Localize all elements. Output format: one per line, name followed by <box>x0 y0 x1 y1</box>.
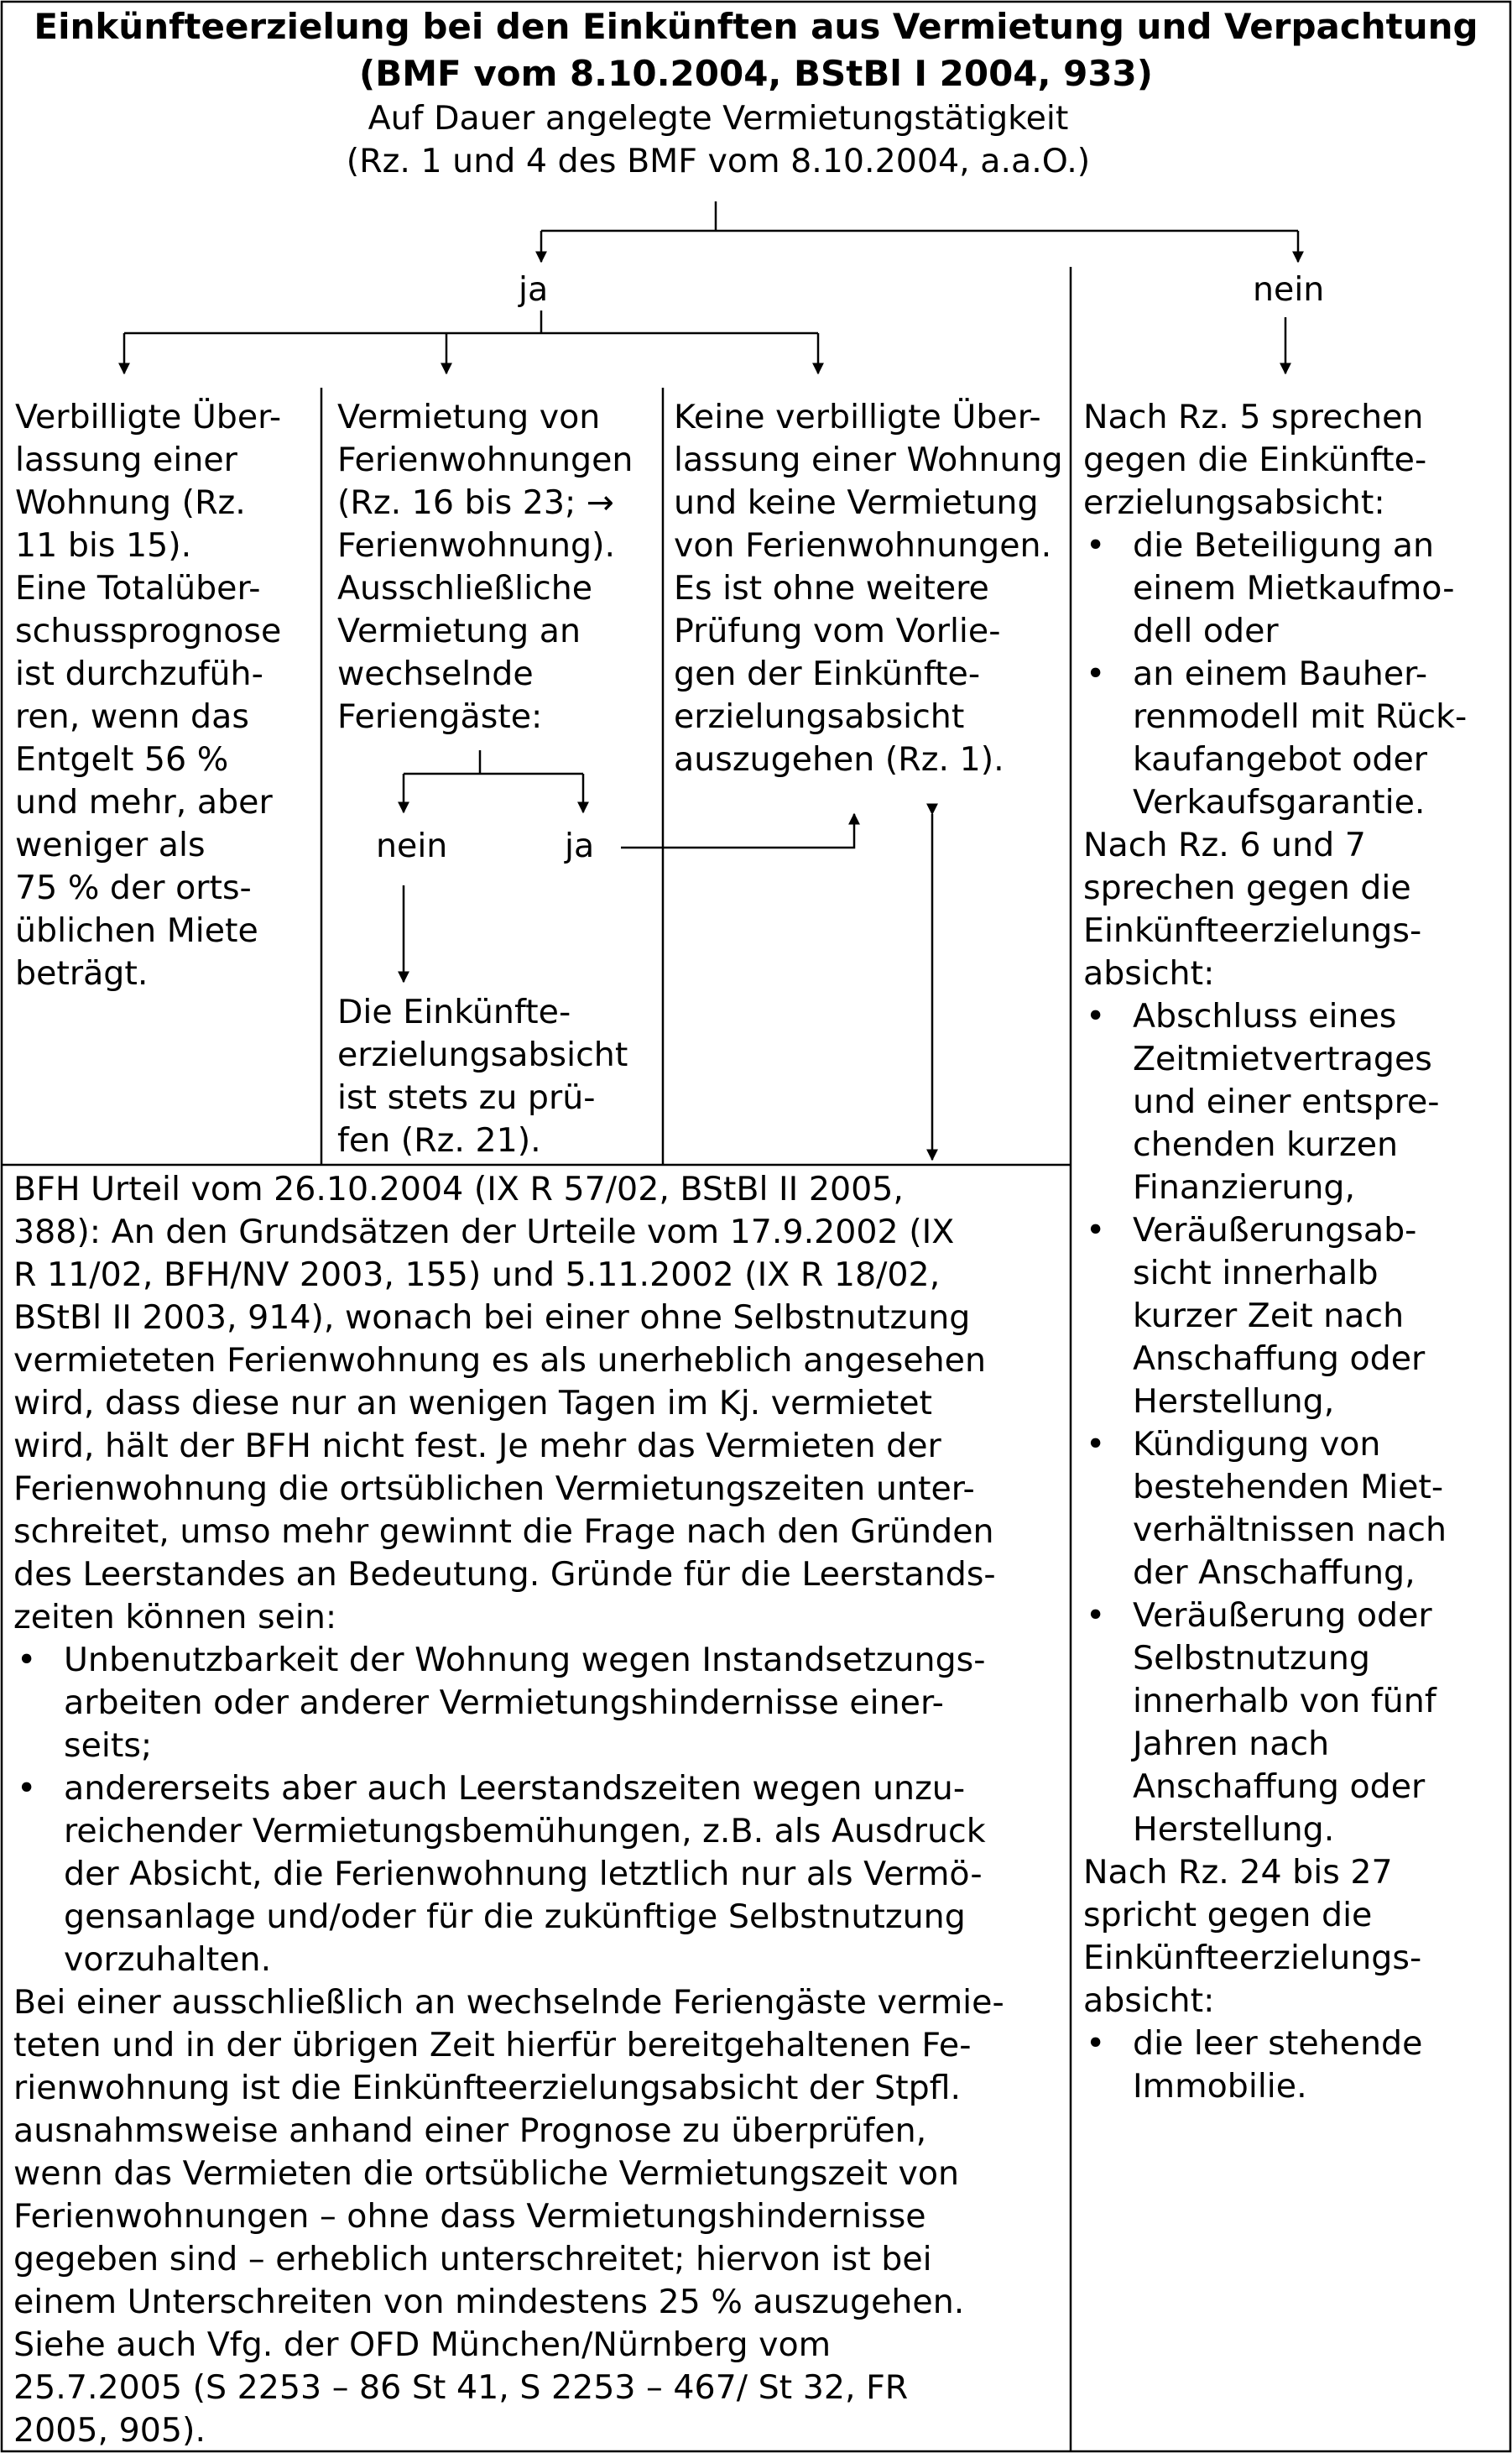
bfh-bullet2: andererseits aber auch Leerstandszeiten wegen unzu- reichender Vermietungsbemühungen, z.B. als Ausdruck der Absicht, die Ferienwohnung letztlich nur als Vermö- gensanlage und/oder für die zukünftige Selbstnutzung vorzuhalten. <box>64 1769 986 1979</box>
col4-b2-item3: Kündigung von bestehenden Miet- verhältnissen nach der Anschaffung, <box>1133 1425 1447 1592</box>
col3-text: Keine verbilligte Über- lassung einer Wohnung und keine Vermietung von Ferienwohnungen. Es ist ohne weitere Prüfung vom Vorlie- gen der Einkünfte- erzielungsabsicht auszugehen (Rz. 1). <box>674 398 1063 779</box>
branch-ja-label: ja <box>519 270 549 309</box>
bfh-bullet1: Unbenutzbarkeit der Wohnung wegen Instandsetzungs- arbeiten oder anderer Vermietungshindernisse einer- seits; <box>64 1641 986 1765</box>
col4-b3-item1: die leer stehende Immobilie. <box>1133 2024 1423 2106</box>
col4-b2-item4: Veräußerung oder Selbstnutzung innerhalb von fünf Jahren nach Anschaffung oder Herstellung. <box>1133 1596 1436 1849</box>
col2-result: Die Einkünfte- erzielungsabsicht ist stets zu prü- fen (Rz. 21). <box>337 993 628 1160</box>
sub-ja-label: ja <box>565 827 595 865</box>
bullet-marker: • <box>1086 526 1106 565</box>
title-line2: (BMF vom 8.10.2004, BStBl I 2004, 933) <box>359 53 1153 94</box>
col2-text: Vermietung von Ferienwohnungen (Rz. 16 bis 23; → Ferienwohnung). Ausschließliche Vermietung an wechselnde Feriengäste: <box>337 398 633 736</box>
bfh-para1: BFH Urteil vom 26.10.2004 (IX R 57/02, BStBl II 2005, 388): An den Grundsätzen der Urteile vom 17.9.2002 (IX R 11/02, BFH/NV 2003, 155) und 5.11.2002 (IX R 18/02, BStBl II 2003, 914), wonach bei einer ohne Selbstnutzung vermieteten Ferienwohnung es als unerheblich angesehen wird, dass diese nur an wenigen Tagen im Kj. vermietet wird, hält der BFH nicht fest. Je mehr das Vermieten der Ferienwohnung die ortsüblichen Vermietungszeiten unter- schreitet, umso mehr gewinnt die Frage nach den Gründen des Leerstandes an Bedeutung. Gründe für die Leerstands- zeiten können sein: <box>13 1170 996 1636</box>
col4-para1: Nach Rz. 5 sprechen gegen die Einkünfte- erzielungsabsicht: <box>1083 398 1427 522</box>
bullet-marker: • <box>1086 2024 1106 2063</box>
col4-b1-item2: an einem Bauher- renmodell mit Rück- kaufangebot oder Verkaufsgarantie. <box>1133 655 1468 822</box>
bullet-marker: • <box>1086 1596 1106 1635</box>
bullet-marker: • <box>17 1769 37 1808</box>
bullet-marker: • <box>17 1641 37 1679</box>
bfh-para2: Bei einer ausschließlich an wechselnde Feriengäste vermie- teten und in der übrigen Zeit hierfür bereitgehaltenen Fe- rienwohnung ist die Einkünfteerzielungsabsicht der Stpfl. ausnahmsweise anhand einer Prognose zu überprüfen, wenn das Vermieten die ortsübliche Vermietungszeit von Ferienwohnungen – ohne dass Vermietungshindernisse gegeben sind – erheblich unterschreitet; hiervon ist bei einem Unterschreiten von mindestens 25 % auszugehen. Siehe auch Vfg. der OFD München/Nürnberg vom 25.7.2005 (S 2253 – 86 St 41, S 2253 – 467/ St 32, FR 2005, 905). <box>13 1983 1004 2450</box>
sub-nein-label: nein <box>376 827 448 865</box>
col1-text: Verbilligte Über- lassung einer Wohnung (Rz. 11 bis 15). Eine Totalüber- schussprognose ist durchzufüh- ren, wenn das Entgelt 56 % und mehr, aber weniger als 75 % der orts- üblichen Miete beträgt. <box>15 398 282 993</box>
bullet-marker: • <box>1086 1211 1106 1250</box>
col4-para2: Nach Rz. 6 und 7 sprechen gegen die Einkünfteerzielungs- absicht: <box>1083 826 1422 993</box>
col4-b1-item1: die Beteiligung an einem Mietkaufmo- dell oder <box>1133 526 1455 650</box>
arrow-sub-ja-to-col3 <box>621 814 854 848</box>
col4-para3: Nach Rz. 24 bis 27 spricht gegen die Einkünfteerzielungs- absicht: <box>1083 1853 1422 2020</box>
col4-b2-item2: Veräußerungsab- sicht innerhalb kurzer Zeit nach Anschaffung oder Herstellung, <box>1133 1211 1426 1421</box>
subtitle-line1: Auf Dauer angelegte Vermietungstätigkeit <box>368 99 1069 138</box>
col4-b2-item1: Abschluss eines Zeitmietvertrages und einer entspre- chenden kurzen Finanzierung, <box>1133 997 1440 1207</box>
title-line1: Einkünfteerzielung bei den Einkünften aus Vermietung und Verpachtung <box>34 6 1478 47</box>
branch-nein-label: nein <box>1253 270 1325 309</box>
bullet-marker: • <box>1086 1425 1106 1464</box>
subtitle-line2: (Rz. 1 und 4 des BMF vom 8.10.2004, a.a.O.) <box>346 142 1091 180</box>
bullet-marker: • <box>1086 997 1106 1036</box>
bullet-marker: • <box>1086 655 1106 693</box>
